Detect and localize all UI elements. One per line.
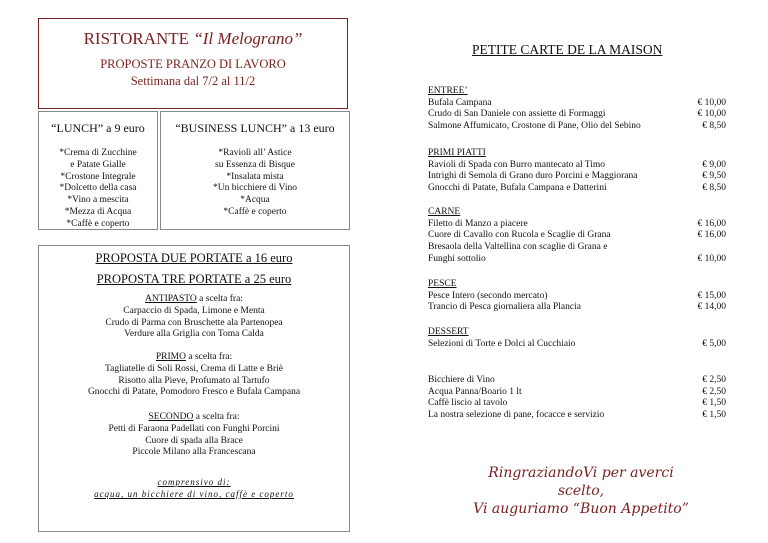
dish-name: Caffè liscio al tavolo	[428, 398, 508, 409]
dish-name: Filetto di Manzo a piacere	[428, 218, 528, 229]
dish-price: € 10,00	[697, 97, 726, 108]
business-lunch-items	[161, 148, 349, 219]
course-item: Verdure alla Griglia con Toma Calda	[124, 329, 264, 340]
dish-price: € 2,50	[702, 375, 726, 385]
carte-row	[428, 387, 726, 399]
dish-name: Gnocchi di Patate, Bufala Campana e Datterini	[428, 183, 607, 194]
dish-name: Selezioni di Torte e Dolci al Cucchiaio	[428, 338, 576, 349]
header-box	[38, 18, 348, 109]
dish-name: La nostra selezione di pane, focacce e servizio	[428, 410, 605, 421]
carte-section-title: DESSERT	[428, 327, 469, 337]
dish-name: Trancio di Pesca giornaliera alla Plancia	[428, 302, 581, 313]
week-range: Settimana dal 7/2 al 11/2	[130, 74, 256, 88]
carte-section	[428, 148, 726, 195]
restaurant-title-prefix: RISTORANTE	[83, 29, 190, 48]
dish-price: € 15,00	[697, 290, 726, 301]
business-lunch-box	[160, 111, 350, 230]
course-suffix: a scelta fra:	[193, 412, 240, 422]
business-lunch-item: su Essenza di Bisque	[215, 159, 295, 170]
carte-section	[428, 207, 726, 265]
dish-price: € 14,00	[697, 302, 726, 313]
course-item: Piccole Milano alla Francescana	[132, 447, 256, 458]
carte-row	[428, 171, 726, 183]
comprensivo-note	[39, 476, 349, 500]
dish-price: € 2,50	[702, 386, 726, 397]
carte-row	[428, 291, 726, 303]
course-title	[39, 294, 349, 306]
carte-row	[428, 183, 726, 195]
thanks-line-1: RingraziandoVi per averci scelto,	[488, 465, 674, 499]
carte-row	[428, 230, 726, 242]
dish-price: € 10,00	[697, 253, 726, 264]
business-lunch-item: *Acqua	[240, 195, 270, 206]
lunch-box	[38, 111, 158, 230]
dish-name: Intrighi di Semola di Grano duro Porcini e Maggiorana	[428, 171, 638, 182]
lunch-title: “LUNCH” a 9 euro	[51, 121, 145, 135]
proposte-subtitle: PROPOSTE PRANZO DI LAVORO	[100, 57, 286, 71]
lunch-item: e Patate Gialle	[70, 159, 126, 170]
carte-row	[428, 398, 726, 410]
dish-name: Pesce Intero (secondo mercato)	[428, 290, 548, 301]
course-item: Gnocchi di Patate, Pomodoro Fresco e Bufala Campana	[87, 387, 301, 398]
business-lunch-item: *Ravioli all’ Astice	[218, 148, 292, 158]
restaurant-name: “Il Melograno”	[193, 29, 303, 48]
dish-price: € 1,50	[702, 410, 726, 421]
carte-row	[428, 98, 726, 110]
dish-price: € 5,00	[702, 338, 726, 349]
business-lunch-item: *Un bicchiere di Vino	[213, 183, 297, 194]
business-lunch-item: *Insalata mista	[226, 171, 284, 182]
course-label: ANTIPASTO	[145, 294, 197, 304]
course-suffix: a scelta fra:	[185, 352, 233, 362]
dish-name: Bufala Campana	[428, 97, 492, 108]
carte-row	[428, 242, 726, 254]
proposta-tre-title: PROPOSTA TRE PORTATE a 25 euro	[96, 272, 292, 286]
dish-price: € 9,00	[702, 159, 726, 170]
course-title	[39, 412, 349, 424]
dish-name: Acqua Panna/Boario 1 lt	[428, 386, 522, 397]
course-item: Carpaccio di Spada, Limone e Menta	[123, 305, 265, 316]
dish-price: € 9,50	[702, 171, 726, 182]
course-item: Risotto alla Pieve, Profumato al Tartufo	[118, 375, 270, 386]
course-secondo	[39, 412, 349, 459]
carte-section	[428, 279, 726, 314]
dish-name: Ravioli di Spada con Burro mantecato al Timo	[428, 159, 606, 170]
lunch-item: *Vino a mescita	[67, 195, 129, 206]
dish-price: € 10,00	[697, 109, 726, 120]
lunch-item: *Crostone Integrale	[60, 171, 136, 182]
course-item: Crudo di Parma con Bruschette ala Partenopea	[105, 317, 283, 328]
carte-section-title: CARNE	[428, 207, 461, 217]
course-item: Cuore di spada alla Brace	[145, 435, 243, 446]
lunch-item: *Crema di Zucchine	[59, 148, 137, 158]
course-item: Petti di Faraona Padellati con Funghi Porcini	[108, 423, 280, 434]
thanks-line-2: Vi auguriamo “Buon Appetito”	[473, 501, 689, 517]
lunch-item: *Dolcetto della casa	[59, 183, 137, 194]
course-title	[39, 352, 349, 364]
lunch-item: *Caffè e coperto	[66, 218, 130, 229]
lunch-items	[39, 148, 157, 231]
dish-price: € 16,00	[697, 230, 726, 241]
course-items	[39, 306, 349, 341]
carte-row	[428, 339, 726, 351]
comprensivo-label: comprensivo di:	[157, 477, 231, 487]
carte-row	[428, 121, 726, 133]
carte-section-title: PRIMI PIATTI	[428, 148, 486, 158]
carte-title: PETITE CARTE DE LA MAISON	[472, 42, 663, 57]
proposta-due-title: PROPOSTA DUE PORTATE a 16 euro	[95, 251, 293, 265]
restaurant-title	[39, 29, 347, 49]
carte-row	[428, 410, 726, 422]
course-suffix: a scelta fra:	[196, 294, 243, 304]
carte-section	[428, 327, 726, 350]
proposta-box	[38, 245, 350, 532]
carte-section	[428, 375, 726, 422]
dish-price: € 1,50	[702, 398, 726, 409]
course-primo	[39, 352, 349, 399]
dish-price: € 8,50	[702, 121, 726, 132]
carte-row	[428, 109, 726, 121]
carte-section	[428, 86, 726, 133]
dish-price: € 8,50	[702, 183, 726, 194]
thanks-message	[470, 464, 692, 518]
course-label: SECONDO	[148, 412, 194, 422]
dish-name: Cuore di Cavallo con Rucola e Scaglie di Grana	[428, 230, 611, 241]
carte-section-title: PESCE	[428, 279, 457, 289]
dish-name: Crudo di San Daniele con assiette di Formaggi	[428, 109, 606, 120]
course-items	[39, 364, 349, 399]
carte-row	[428, 254, 726, 266]
course-label: PRIMO	[155, 352, 186, 362]
carte-row	[428, 375, 726, 387]
carte-section-title: ENTREE’	[428, 86, 468, 96]
carte-row	[428, 302, 726, 314]
dish-name: Funghi sottolio	[428, 253, 486, 264]
course-antipasto	[39, 294, 349, 341]
comprensivo-detail: acqua, un bicchiere di vino, caffè e coperto	[94, 489, 294, 499]
dish-name: Bicchiere di Vino	[428, 375, 495, 385]
course-items	[39, 424, 349, 459]
carte-row	[428, 219, 726, 231]
lunch-item: *Mezza di Acqua	[64, 206, 132, 217]
course-item: Tagliatelle di Soli Rossi, Crema di Latte e Briè	[105, 363, 283, 374]
business-lunch-item: *Caffè e coperto	[223, 206, 287, 217]
dish-name: Bresaola della Valtellina con scaglie di Grana e	[428, 242, 608, 253]
dish-price: € 16,00	[697, 218, 726, 229]
dish-name: Salmone Affumicato, Crostone di Pane, Olio del Sebino	[428, 121, 641, 132]
business-lunch-title: “BUSINESS LUNCH” a 13 euro	[175, 121, 335, 135]
carte-row	[428, 160, 726, 172]
